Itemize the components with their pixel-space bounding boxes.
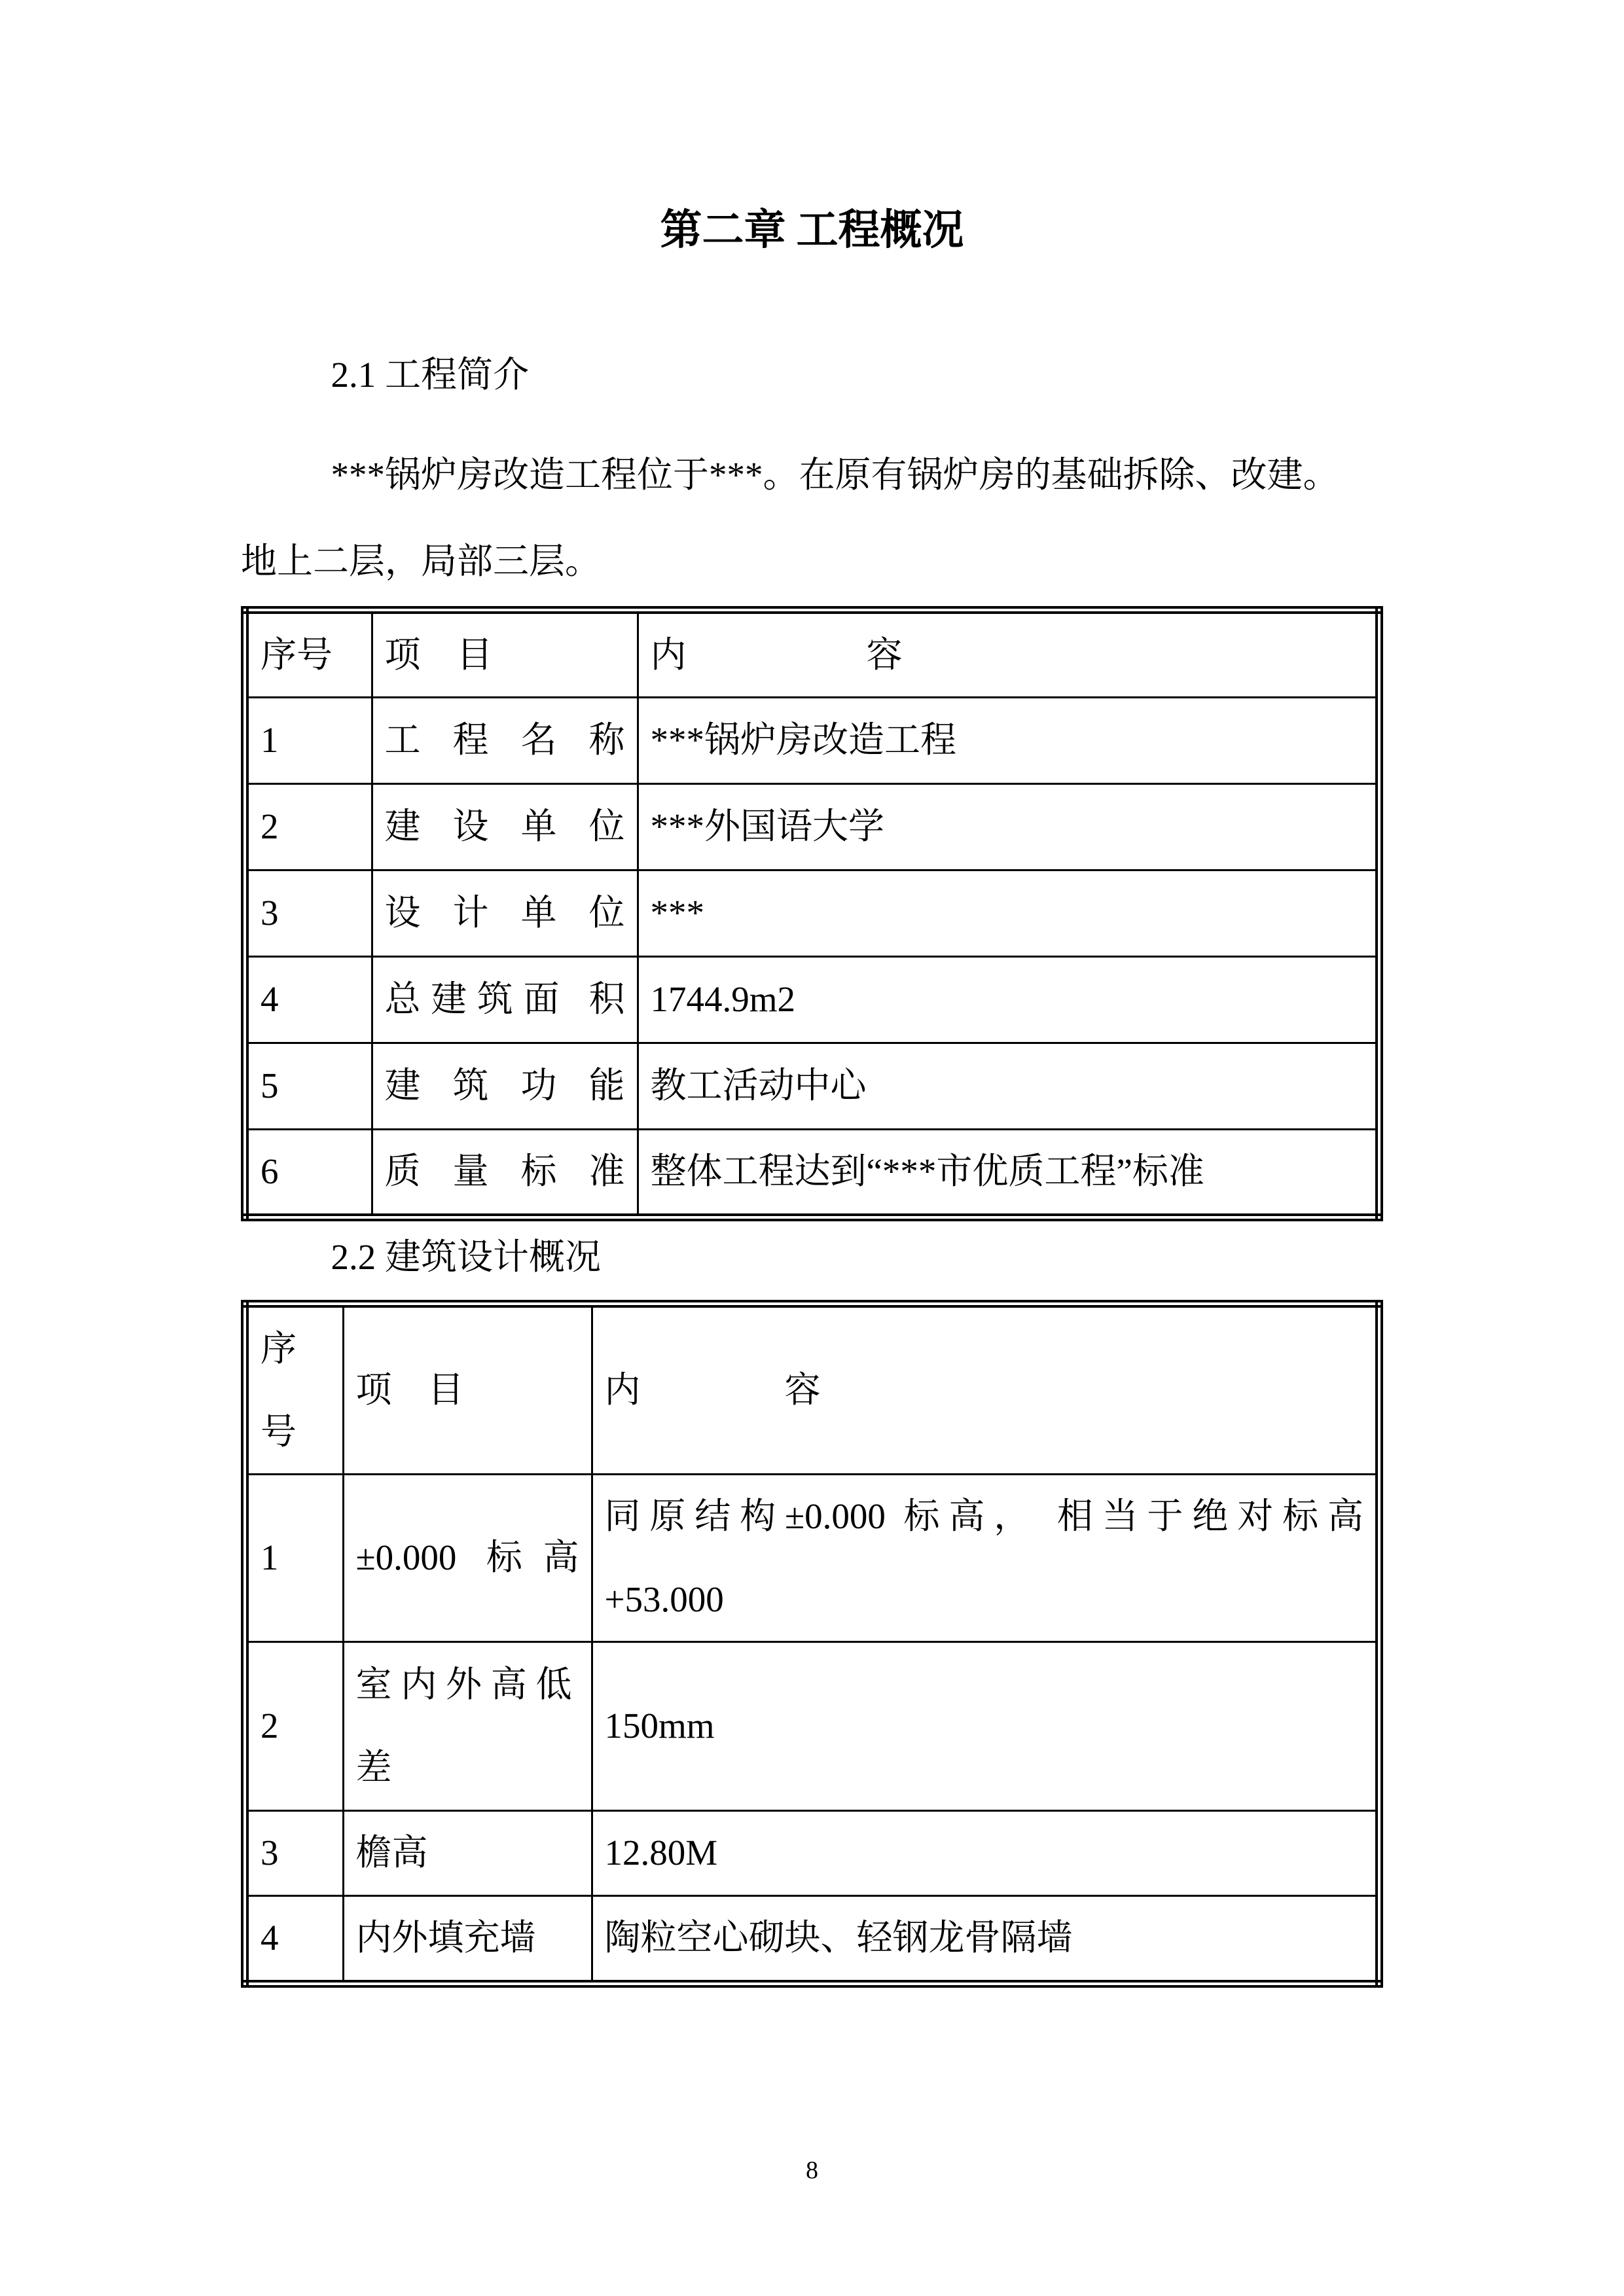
cell-content-line-1: 同原结构±0.000 标高， 相当于绝对标高 xyxy=(604,1496,1363,1537)
table-row xyxy=(245,1811,1379,1896)
intro-paragraph-line-2: 地上二层，局部三层。 xyxy=(241,541,602,581)
header-cell-content: 内 容 xyxy=(592,1304,1379,1475)
table-row xyxy=(245,1896,1379,1984)
cell-item: 檐高 xyxy=(343,1811,592,1896)
table-row xyxy=(245,870,1379,957)
section-heading-2-2: 2.2 建筑设计概况 xyxy=(331,1236,602,1277)
cell-content: 教工活动中心 xyxy=(638,1043,1379,1130)
cell-item: 工 程 名 称 xyxy=(372,698,638,784)
header-cell-item: 项 目 xyxy=(372,610,638,698)
project-info-table xyxy=(241,606,1383,1221)
cell-serial: 2 xyxy=(245,784,372,870)
cell-item: 设 计 单 位 xyxy=(372,870,638,957)
header-cell-item: 项 目 xyxy=(343,1304,592,1475)
cell-serial: 3 xyxy=(245,870,372,957)
section-heading-2-1: 2.1 工程简介 xyxy=(331,355,530,395)
header-cell-content: 内 容 xyxy=(638,610,1379,698)
header-cell-serial: 序号 xyxy=(245,610,372,698)
table-row xyxy=(245,1642,1379,1811)
cell-serial: 2 xyxy=(245,1642,343,1811)
cell-item: 建 设 单 位 xyxy=(372,784,638,870)
header-cell-serial: 序号 xyxy=(245,1304,343,1475)
cell-content: 150mm xyxy=(592,1642,1379,1811)
table-row xyxy=(245,1130,1379,1217)
page-number: 8 xyxy=(806,2157,818,2184)
cell-serial: 4 xyxy=(245,1896,343,1984)
cell-content: 整体工程达到“***市优质工程”标准 xyxy=(638,1130,1379,1217)
cell-item: ±0.000 标高 xyxy=(343,1475,592,1642)
table-row xyxy=(245,957,1379,1043)
table-row xyxy=(245,698,1379,784)
table-row xyxy=(245,1475,1379,1642)
cell-item: 总建筑面 积 xyxy=(372,957,638,1043)
table-header-row xyxy=(245,1304,1379,1475)
cell-content: ***外国语大学 xyxy=(638,784,1379,870)
document-content xyxy=(0,203,1624,1988)
cell-item: 室 内 外 高 低 差 xyxy=(343,1642,592,1811)
cell-content: 1744.9m2 xyxy=(638,957,1379,1043)
table-row xyxy=(245,1043,1379,1130)
cell-item: 建 筑 功 能 xyxy=(372,1043,638,1130)
cell-serial: 3 xyxy=(245,1811,343,1896)
intro-paragraph-line-1: ***锅炉房改造工程位于***。在原有锅炉房的基础拆除、改建。 xyxy=(331,454,1339,495)
cell-content xyxy=(592,1475,1379,1642)
table-header-row xyxy=(245,610,1379,698)
design-overview-table xyxy=(241,1300,1383,1988)
cell-item: 内外填充墙 xyxy=(343,1896,592,1984)
cell-content: 12.80M xyxy=(592,1811,1379,1896)
cell-serial: 5 xyxy=(245,1043,372,1130)
cell-content: *** xyxy=(638,870,1379,957)
chapter-title: 第二章 工程概况 xyxy=(660,207,964,253)
cell-serial: 1 xyxy=(245,698,372,784)
table-row xyxy=(245,784,1379,870)
cell-item: 质 量 标 准 xyxy=(372,1130,638,1217)
cell-content: 陶粒空心砌块、轻钢龙骨隔墙 xyxy=(592,1896,1379,1984)
cell-content-line-2: +53.000 xyxy=(604,1579,724,1619)
cell-content: ***锅炉房改造工程 xyxy=(638,698,1379,784)
cell-serial: 4 xyxy=(245,957,372,1043)
cell-serial: 6 xyxy=(245,1130,372,1217)
cell-serial: 1 xyxy=(245,1475,343,1642)
